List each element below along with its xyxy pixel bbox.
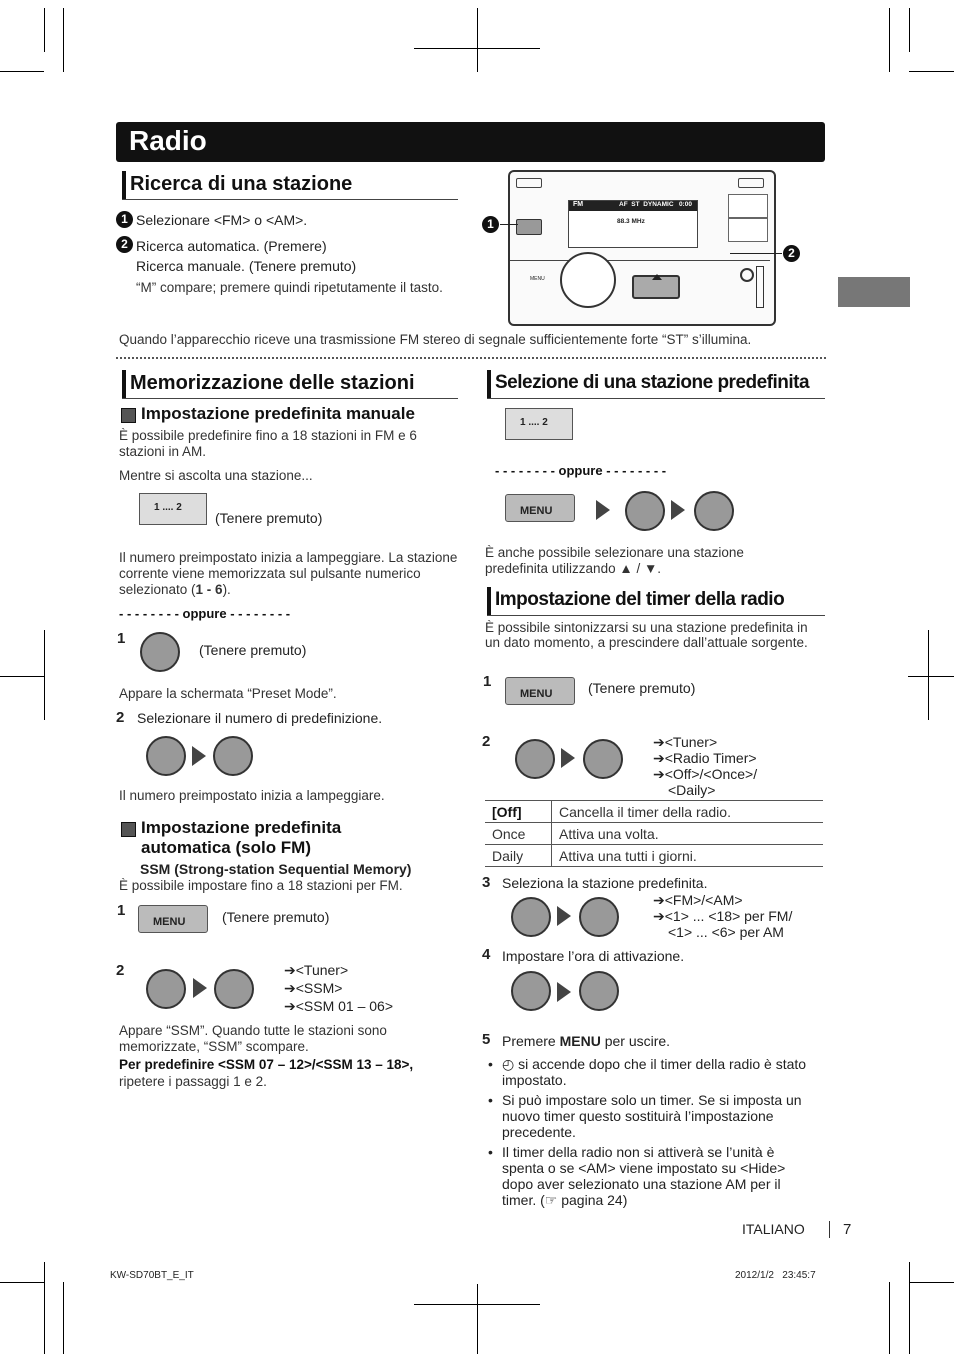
crop-mark (477, 8, 478, 72)
table-key: [Off] (485, 801, 552, 823)
step-2-number: 2 (116, 709, 125, 726)
timer-step3-path-3: <1> ... <6> per AM (668, 924, 784, 940)
menu-button-illustration: MENU (505, 677, 575, 705)
crop-mark (44, 8, 45, 52)
manual-p3: Il numero preimpostato inizia a lampeggiare. La stazione corrente viene memorizzata sul pulsante numerico selezionato (1 - 6). (119, 550, 458, 597)
display-indicators: AF ST DYNAMIC 0:00 (619, 201, 692, 208)
search-step2a: Ricerca automatica. (Premere) (136, 238, 327, 254)
ssm-menu-path-1: ➔<Tuner> (284, 962, 349, 978)
hold-label-1: (Tenere premuto) (215, 510, 323, 526)
crop-mark (0, 1282, 44, 1283)
next-arrow-icon (192, 746, 206, 766)
control-knob (583, 739, 623, 779)
crop-mark (909, 8, 910, 52)
preset-12-button (728, 194, 768, 218)
usb-slot-icon (756, 266, 764, 308)
step-1-number: 1 (117, 630, 126, 647)
page-title: Radio (129, 125, 207, 156)
crop-mark (889, 8, 890, 72)
select-heading: Selezione di una stazione predefinita (487, 370, 825, 399)
timer-path-2: ➔<Radio Timer> (653, 750, 757, 766)
table-value: Attiva una volta. (552, 823, 824, 845)
control-knob (146, 736, 186, 776)
timer-options-table (485, 800, 823, 867)
timer-step-4-number: 4 (482, 946, 491, 963)
control-knob (579, 897, 619, 937)
timer-hold-label: (Tenere premuto) (588, 680, 696, 696)
page-language: ITALIANO (742, 1221, 805, 1237)
table-key: Daily (485, 845, 552, 867)
crop-mark (909, 71, 954, 72)
footer-left: KW-SD70BT_E_IT (110, 1270, 194, 1281)
page-divider (829, 1221, 830, 1238)
menu-button-illustration: MENU (505, 494, 575, 522)
aux-jack-icon (740, 268, 754, 282)
next-arrow-icon (596, 500, 610, 520)
search-step1: Selezionare <FM> o <AM>. (136, 212, 308, 228)
preset-34-button (728, 218, 768, 242)
memorize-heading: Memorizzazione delle stazioni (122, 370, 458, 399)
manual-p1: È possibile predefinire fino a 18 stazioni in FM e 6 stazioni in AM. (119, 428, 417, 459)
control-knob (694, 491, 734, 531)
up-arrow-icon (652, 274, 662, 280)
oppure-separator: - - - - - - - - oppure - - - - - - - - (119, 606, 291, 621)
timer-intro: È possibile sintonizzarsi su una stazione predefinita in un dato momento, a prescindere dall’attuale sorgente. (485, 620, 808, 650)
crop-mark (908, 676, 954, 677)
next-arrow-icon (557, 982, 571, 1002)
oppure-separator: - - - - - - - - oppure - - - - - - - - (495, 463, 667, 478)
timer-step-1-number: 1 (483, 673, 492, 690)
ssm-p4: ripetere i passaggi 1 e 2. (119, 1074, 267, 1089)
crop-mark (44, 1262, 45, 1354)
timer-step-3-text: Seleziona la stazione predefinita. (502, 875, 708, 891)
table-row (485, 845, 823, 867)
next-arrow-icon (561, 748, 575, 768)
list-item: • Si può impostare solo un timer. Se si imposta un nuovo timer questo sostituirà l’impostazione precedente. (485, 1092, 815, 1140)
step-marker-2: 2 (116, 236, 133, 253)
next-arrow-icon (193, 978, 207, 998)
crop-mark (889, 1282, 890, 1354)
stereo-note: Quando l’apparecchio riceve una trasmissione FM stereo di segnale sufficientemente forte “ST” s’illumina. (119, 332, 752, 347)
control-knob (511, 971, 551, 1011)
ssm-menu-path-2: ➔<SSM> (284, 980, 343, 996)
step-2-text: Selezionare il numero di predefinizione. (137, 710, 383, 726)
timer-path-4: <Daily> (668, 782, 716, 798)
blink-note: Il numero preimpostato inizia a lampeggiare. (119, 788, 385, 803)
crop-mark (928, 630, 929, 720)
select-note: È anche possibile selezionare una stazione predefinita utilizzando ▲ / ▼. (485, 545, 744, 576)
timer-path-1: ➔<Tuner> (653, 734, 718, 750)
preset-button-illustration: 1 .... 2 (139, 493, 207, 525)
search-step2b: Ricerca manuale. (Tenere premuto) (136, 258, 357, 274)
control-knob (213, 736, 253, 776)
menu-button-illustration: MENU (138, 905, 208, 933)
crop-mark (0, 676, 44, 677)
timer-path-3: ➔<Off>/<Once>/ (653, 766, 758, 782)
crop-mark (414, 1304, 540, 1305)
ssm-p3: Per predefinire <SSM 07 – 12>/<SSM 13 – 18>, (119, 1057, 414, 1072)
manual-p2: Mentre si ascolta una stazione... (119, 468, 313, 483)
table-row (485, 801, 823, 823)
display-band: FM (573, 201, 584, 208)
footer-right: 2012/1/2 23:45:7 (735, 1270, 816, 1281)
section-tab (838, 277, 910, 307)
timer-step3-path-2: ➔<1> ... <18> per FM/ (653, 908, 793, 924)
control-knob (511, 897, 551, 937)
crop-mark (63, 1282, 64, 1354)
timer-step-4-text: Impostare l’ora di attivazione. (502, 948, 685, 964)
timer-step-3-number: 3 (482, 874, 491, 891)
preset-button-illustration: 1 .... 2 (505, 408, 573, 440)
ssm-p2: Appare “SSM”. Quando tutte le stazioni sono memorizzate, “SSM” scompare. (119, 1023, 387, 1054)
control-knob (140, 632, 180, 672)
page-title-bar (116, 122, 825, 162)
table-row (485, 823, 823, 845)
volume-knob (560, 252, 616, 308)
menu-label: MENU (530, 276, 545, 282)
auto-step-2-number: 2 (116, 962, 125, 979)
callout-2: 2 (783, 245, 800, 262)
crop-mark (909, 1282, 954, 1283)
timer-step-5-number: 5 (482, 1031, 491, 1048)
crop-mark (0, 71, 44, 72)
control-knob (579, 971, 619, 1011)
dotted-separator (116, 357, 826, 359)
manual-preset-heading: Impostazione predefinita manuale (119, 404, 415, 424)
table-key: Once (485, 823, 552, 845)
hold-label-3: (Tenere premuto) (222, 909, 330, 925)
ssm-p1: È possibile impostare fino a 18 stazioni per FM. (119, 878, 403, 893)
preset-mode-note: Appare la schermata “Preset Mode”. (119, 686, 337, 701)
list-item: • ◴ si accende dopo che il timer della radio è stato impostato. (485, 1056, 815, 1088)
detach-button (738, 178, 764, 188)
page-number: 7 (843, 1221, 852, 1238)
eject-button (516, 178, 542, 188)
timer-step-5-text: Premere MENU per uscire. (502, 1033, 671, 1049)
control-knob (625, 491, 665, 531)
search-heading: Ricerca di una stazione (122, 171, 458, 200)
ssm-menu-path-3: ➔<SSM 01 – 06> (284, 998, 394, 1014)
timer-step3-path-1: ➔<FM>/<AM> (653, 892, 743, 908)
crop-mark (44, 630, 45, 720)
auto-preset-heading: Impostazione predefinita automatica (solo FM) (119, 818, 391, 858)
ssm-title: SSM (Strong-station Sequential Memory) (140, 861, 412, 877)
timer-notes-list (485, 1056, 815, 1212)
device-illustration (508, 170, 776, 326)
source-button (516, 219, 542, 235)
crop-mark (909, 1262, 910, 1354)
next-arrow-icon (671, 500, 685, 520)
table-value: Attiva una tutti i giorni. (552, 845, 824, 867)
timer-step-2-number: 2 (482, 733, 491, 750)
list-item: • Il timer della radio non si attiverà se l’unità è spenta o se <AM> viene impostato su <Hide> dopo aver selezionato una stazione AM per il timer. (☞ pagina 24) (485, 1144, 815, 1208)
crop-mark (414, 48, 540, 49)
search-note: “M” compare; premere quindi ripetutamente il tasto. (136, 280, 443, 295)
control-knob (214, 969, 254, 1009)
next-arrow-icon (557, 906, 571, 926)
control-knob (515, 739, 555, 779)
crop-mark (63, 8, 64, 72)
crop-mark (477, 1284, 478, 1354)
control-knob (146, 969, 186, 1009)
table-value: Cancella il timer della radio. (552, 801, 824, 823)
display-screen (568, 200, 698, 248)
timer-heading: Impostazione del timer della radio (487, 587, 825, 616)
display-frequency: 88.3 MHz (617, 218, 645, 225)
hold-label-2: (Tenere premuto) (199, 642, 307, 658)
callout-1: 1 (482, 216, 499, 233)
step-marker-1: 1 (116, 211, 133, 228)
auto-step-1-number: 1 (117, 902, 126, 919)
